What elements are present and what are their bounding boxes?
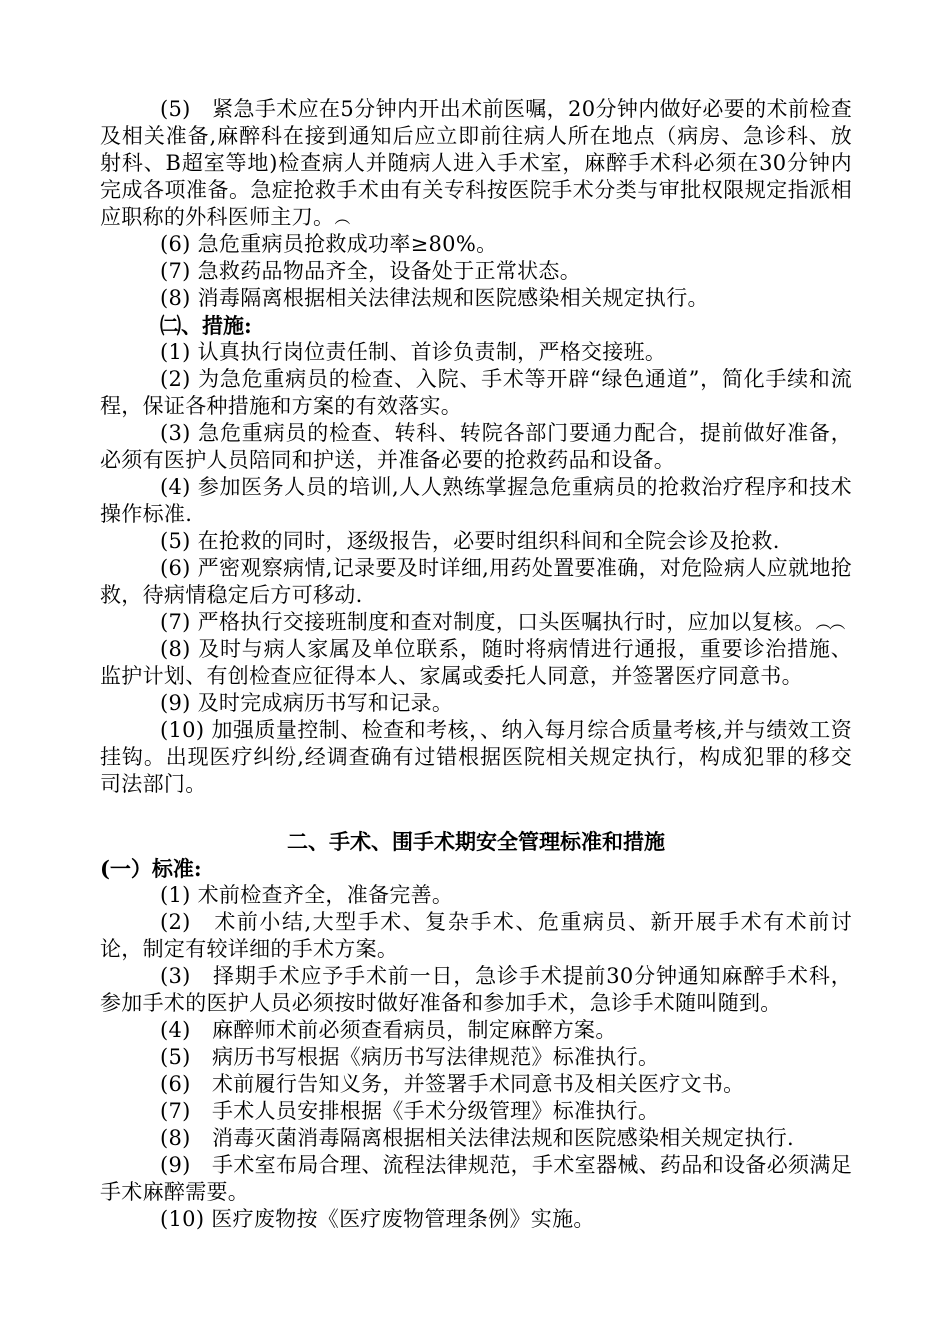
measure-item: (3) 急危重病员的检查、转科、转院各部门要通力配合，提前做好准备，必须有医护人员陪同和护送，并准备必要的抢救药品和设备。 xyxy=(100,421,852,472)
measure-item: (2) 为急危重病员的检查、入院、手术等开辟“绿色通道”，简化手续和流程，保证各种措施和方案的有效落实。 xyxy=(100,367,852,418)
measure-item: (6) 严密观察病情,记录要及时详细,用药处置要准确，对危险病人应就地抢救，待病情稳定后方可移动. xyxy=(100,556,852,607)
paragraph: (8) 消毒隔离根据相关法律法规和医院感染相关规定执行。 xyxy=(160,286,709,310)
standard-item: (1) 术前检查齐全，准备完善。 xyxy=(160,883,454,907)
paragraph: (7) 急救药品物品齐全，设备处于正常状态。 xyxy=(160,259,582,283)
standard-item: (9) 手术室布局合理、流程法律规范，手术室器械、药品和设备必须满足手术麻醉需要。 xyxy=(100,1153,852,1204)
measure-item: (9) 及时完成病历书写和记录。 xyxy=(160,691,454,715)
measure-item: (5) 在抢救的同时，逐级报告，必要时组织科间和全院会诊及抢救. xyxy=(160,529,780,553)
standard-item: (3) 择期手术应予手术前一日，急诊手术提前30分钟通知麻醉手术科，参加手术的医护人员必须按时做好准备和参加手术，急诊手术随叫随到。 xyxy=(100,964,852,1015)
measure-item: (10) 加强质量控制、检查和考核，、纳入每月综合质量考核,并与绩效工资挂钩。出现医疗纠纷,经调查确有过错根据医院相关规定执行，构成犯罪的移交司法部门。 xyxy=(100,718,852,796)
standard-item: (10) 医疗废物按《医疗废物管理条例》实施。 xyxy=(160,1207,595,1231)
measure-item: (7) 严格执行交接班制度和查对制度，口头医嘱执行时，应加以复核。︵︵ xyxy=(160,610,844,634)
paragraph: (6) 急危重病员抢救成功率≥80%。 xyxy=(160,232,498,256)
measure-item: (4) 参加医务人员的培训,人人熟练掌握急危重病员的抢救治疗程序和技术操作标准. xyxy=(100,475,852,526)
annotation-mark: ︵︵ xyxy=(815,613,844,632)
standard-item: (5) 病历书写根据《病历书写法律规范》标准执行。 xyxy=(160,1045,660,1069)
section-title: 二、手术、围手术期安全管理标准和措施 xyxy=(287,829,665,854)
standard-item: (4) 麻醉师术前必须查看病员，制定麻醉方案。 xyxy=(160,1018,617,1042)
standard-item: (6) 术前履行告知义务，并签署手术同意书及相关医疗文书。 xyxy=(160,1072,745,1096)
measure-item: (8) 及时与病人家属及单位联系，随时将病情进行通报，重要诊治措施、监护计划、有创检查应征得本人、家属或委托人同意，并签署医疗同意书。 xyxy=(100,637,852,688)
document-body xyxy=(100,96,852,1233)
standard-item: (7) 手术人员安排根据《手术分级管理》标准执行。 xyxy=(160,1099,660,1123)
annotation-mark: ︵ xyxy=(334,208,349,227)
standard-item: (8) 消毒灭菌消毒隔离根据相关法律法规和医院感染相关规定执行. xyxy=(160,1126,795,1150)
paragraph: (5) 紧急手术应在5分钟内开出术前医嘱，20分钟内做好必要的术前检查及相关准备,麻醉科在接到通知后应立即前往病人所在地点（病房、急诊科、放射科、B超室等地)检查病人并随病人进入手术室，麻醉手术科必须在30分钟内完成各项准备。急症抢救手术由有关专科按医院手术分类与审批权限规定指派相应职称的外科医师主刀。︵ xyxy=(100,97,852,229)
standard-heading: (一）标准: xyxy=(100,856,202,881)
measure-item: (1) 认真执行岗位责任制、首诊负责制，严格交接班。 xyxy=(160,340,667,364)
standard-item: (2) 术前小结,大型手术、复杂手术、危重病员、新开展手术有术前讨论，制定有较详细的手术方案。 xyxy=(100,910,852,961)
measures-heading: ㈡、措施: xyxy=(160,313,252,338)
